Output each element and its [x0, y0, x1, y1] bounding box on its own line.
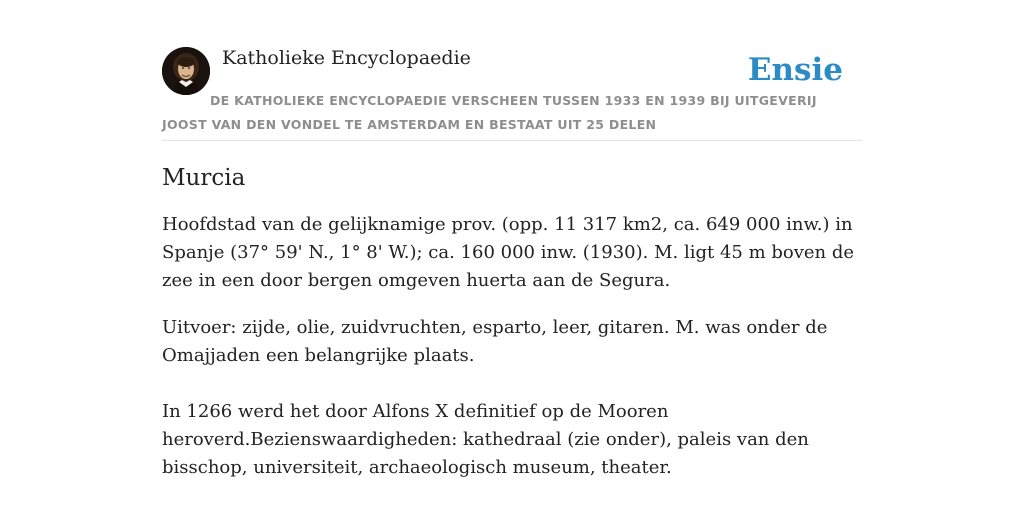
ensie-logo-link[interactable]: Ensie	[747, 52, 843, 88]
site-tagline: DE KATHOLIEKE ENCYCLOPAEDIE VERSCHEEN TUSSEN 1933 EN 1939 BIJ UITGEVERIJ JOOST VAN DEN VONDEL TE AMSTERDAM EN BESTAAT UIT 25 DELEN	[162, 93, 817, 132]
article-paragraph-2b: In 1266 werd het door Alfons X definitief op de Mooren heroverd.Bezienswaardigheden: kathedraal (zie onder), paleis van den bisschop, universiteit, archaeologisch museum, theater.	[162, 401, 809, 478]
site-title[interactable]: Katholieke Encyclopaedie	[222, 47, 471, 69]
article-paragraph-1: Hoofdstad van de gelijknamige prov. (opp. 11 317 km2, ca. 649 000 inw.) in Spanje (37° 59' N., 1° 8' W.); ca. 160 000 inw. (1930). M. ligt 45 m boven de zee in een door bergen omgeven huerta aan de Segura.	[162, 214, 855, 291]
article-paragraph-2a: Uitvoer: zijde, olie, zuidvruchten, esparto, leer, gitaren. M. was onder de Omajjaden een belangrijke plaats.	[162, 317, 828, 366]
portrait-icon	[162, 47, 210, 95]
article-title: Murcia	[162, 165, 246, 191]
article-body	[162, 162, 862, 482]
site-header	[162, 40, 862, 141]
article-paragraph-2	[162, 314, 862, 482]
author-portrait-avatar[interactable]	[162, 47, 210, 95]
